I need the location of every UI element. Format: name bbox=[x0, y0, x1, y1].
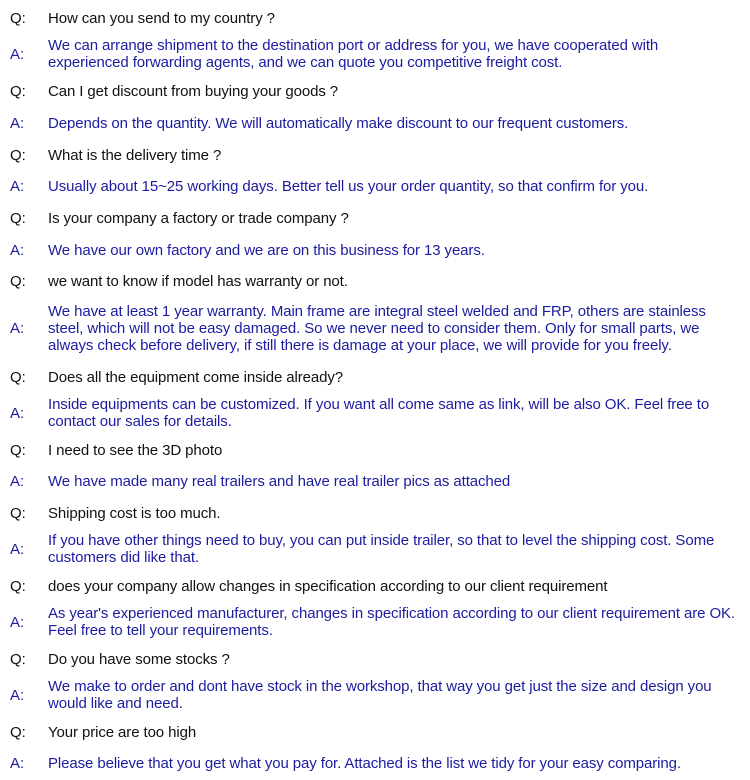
question-prefix: Q: bbox=[10, 272, 26, 290]
question-prefix: Q: bbox=[10, 146, 26, 164]
answer-text: We have our own factory and we are on this business for 13 years. bbox=[48, 241, 485, 259]
answer-prefix: A: bbox=[10, 241, 25, 259]
question-text: does your company allow changes in specification according to our client requirement bbox=[48, 577, 608, 595]
faq-answer bbox=[0, 678, 750, 712]
answer-text: We have at least 1 year warranty. Main frame are integral steel welded and FRP, others are stainless steel, which will not be easy damaged. So we never need to consider them. Only for small parts, we always check before delivery, if still there is damage at your place, we will provide for you freely. bbox=[48, 302, 706, 354]
question-text: we want to know if model has warranty or not. bbox=[48, 272, 348, 290]
answer-text: Usually about 15~25 working days. Better tell us your order quantity, so that confirm for you. bbox=[48, 177, 649, 195]
answer-prefix: A: bbox=[10, 45, 25, 63]
faq-question bbox=[0, 368, 750, 386]
faq-answer bbox=[0, 472, 750, 490]
answer-prefix: A: bbox=[10, 472, 25, 490]
answer-prefix: A: bbox=[10, 177, 25, 195]
question-prefix: Q: bbox=[10, 368, 26, 386]
question-text: Can I get discount from buying your goods ? bbox=[48, 82, 339, 100]
answer-text: Please believe that you get what you pay for. Attached is the list we tidy for your easy comparing. bbox=[48, 754, 681, 772]
answer-prefix: A: bbox=[10, 319, 25, 337]
faq-answer bbox=[0, 37, 750, 71]
question-prefix: Q: bbox=[10, 82, 26, 100]
faq-question bbox=[0, 504, 750, 522]
faq-answer bbox=[0, 177, 750, 195]
answer-text: If you have other things need to buy, you can put inside trailer, so that to level the shipping cost. Some customers did like that. bbox=[48, 532, 715, 566]
faq-question bbox=[0, 82, 750, 100]
question-prefix: Q: bbox=[10, 723, 26, 741]
question-prefix: Q: bbox=[10, 577, 26, 595]
question-text: Does all the equipment come inside already? bbox=[48, 368, 344, 386]
faq-answer bbox=[0, 754, 750, 772]
question-text: How can you send to my country ? bbox=[48, 9, 275, 27]
question-text: What is the delivery time ? bbox=[48, 146, 222, 164]
faq-answer bbox=[0, 532, 750, 566]
question-prefix: Q: bbox=[10, 209, 26, 227]
answer-text: Inside equipments can be customized. If you want all come same as link, will be also OK. Feel free to contact our sales for details. bbox=[48, 396, 710, 430]
faq-question bbox=[0, 650, 750, 668]
faq-answer bbox=[0, 302, 750, 354]
question-text: I need to see the 3D photo bbox=[48, 441, 223, 459]
faq-question bbox=[0, 441, 750, 459]
question-prefix: Q: bbox=[10, 504, 26, 522]
answer-prefix: A: bbox=[10, 686, 25, 704]
answer-prefix: A: bbox=[10, 404, 25, 422]
answer-prefix: A: bbox=[10, 754, 25, 772]
answer-text: We have made many real trailers and have real trailer pics as attached bbox=[48, 472, 511, 490]
faq-question bbox=[0, 209, 750, 227]
question-prefix: Q: bbox=[10, 650, 26, 668]
question-text: Is your company a factory or trade company ? bbox=[48, 209, 349, 227]
answer-text: Depends on the quantity. We will automatically make discount to our frequent customers. bbox=[48, 114, 629, 132]
faq-question bbox=[0, 272, 750, 290]
faq-question bbox=[0, 146, 750, 164]
faq-answer bbox=[0, 605, 750, 639]
answer-text: We make to order and dont have stock in the workshop, that way you get just the size and design you would like and need. bbox=[48, 678, 712, 712]
faq-question bbox=[0, 577, 750, 595]
question-prefix: Q: bbox=[10, 9, 26, 27]
answer-text: We can arrange shipment to the destination port or address for you, we have cooperated with experienced forwarding agents, and we can quote you competitive freight cost. bbox=[48, 37, 659, 71]
faq-question bbox=[0, 723, 750, 741]
question-text: Do you have some stocks ? bbox=[48, 650, 230, 668]
answer-text: As year's experienced manufacturer, changes in specification according to our client requirement are OK. Feel free to tell your requirements. bbox=[48, 605, 735, 639]
faq-answer bbox=[0, 241, 750, 259]
answer-prefix: A: bbox=[10, 114, 25, 132]
faq-answer bbox=[0, 114, 750, 132]
answer-prefix: A: bbox=[10, 540, 25, 558]
question-text: Your price are too high bbox=[48, 723, 197, 741]
faq-question bbox=[0, 9, 750, 27]
question-prefix: Q: bbox=[10, 441, 26, 459]
question-text: Shipping cost is too much. bbox=[48, 504, 221, 522]
faq-answer bbox=[0, 396, 750, 430]
answer-prefix: A: bbox=[10, 613, 25, 631]
